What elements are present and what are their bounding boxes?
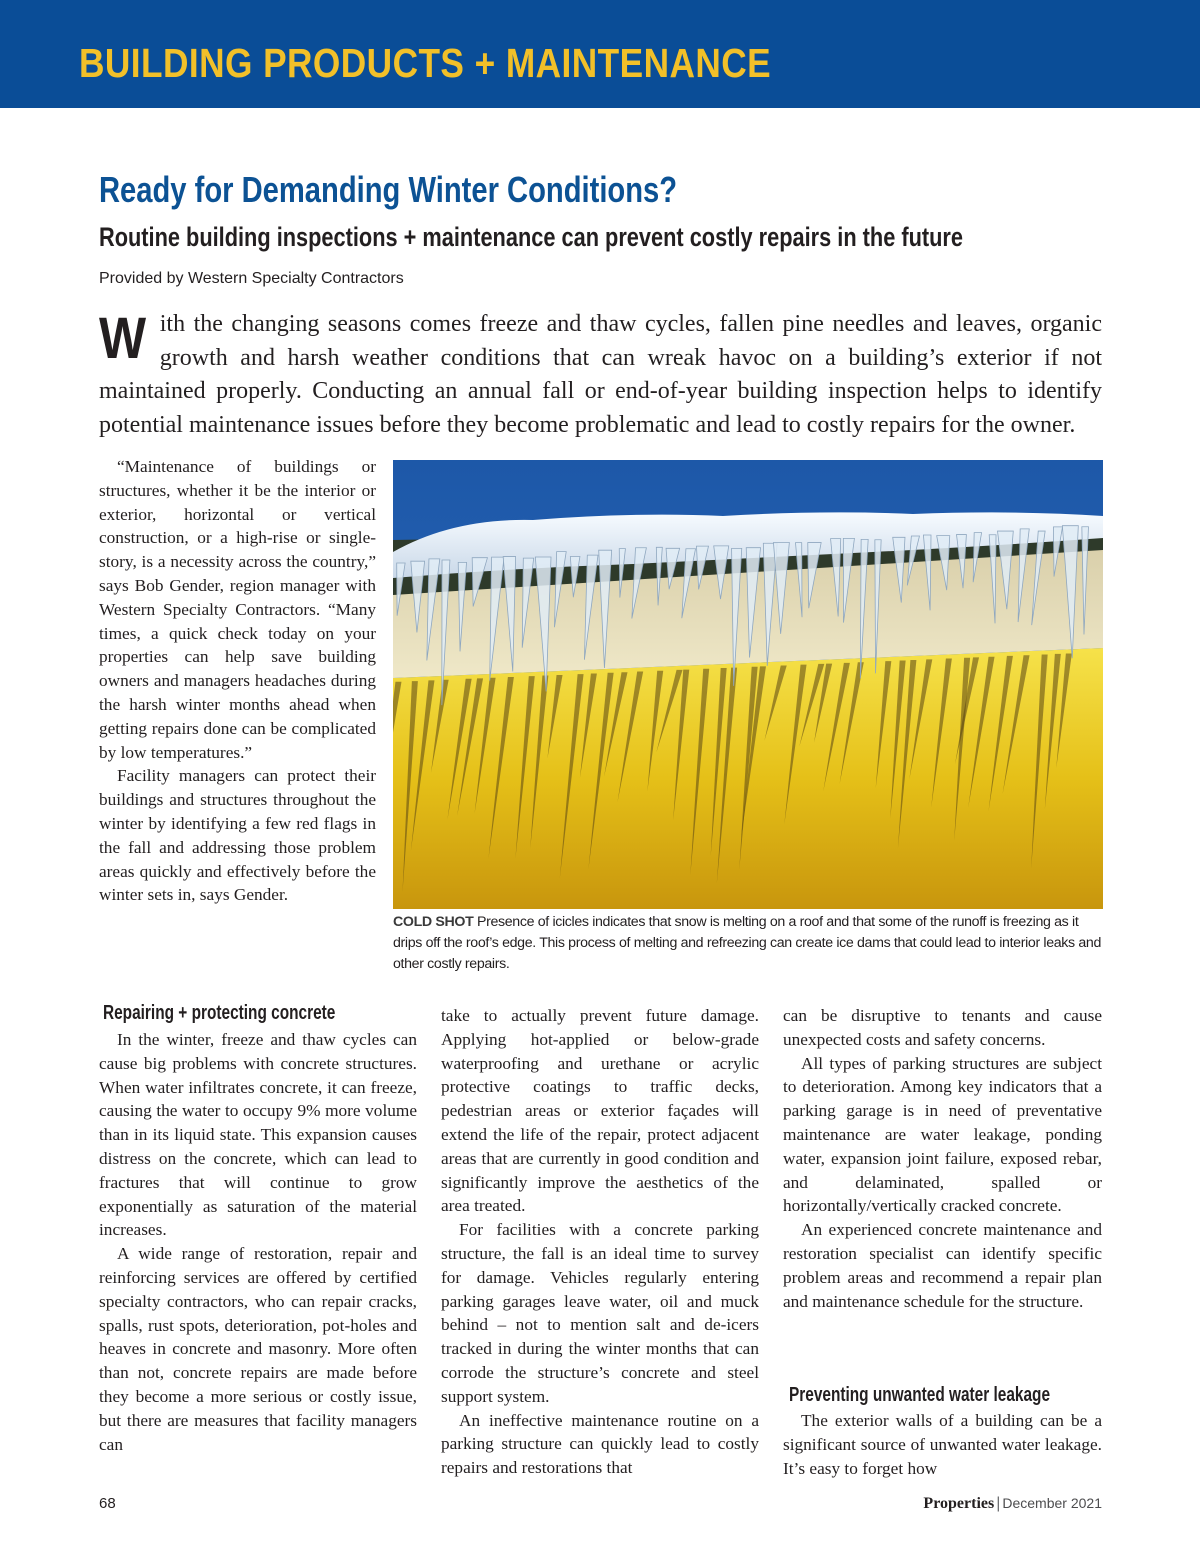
body-column-1	[99, 1028, 417, 1456]
article-subtitle: Routine building inspections + maintenance can prevent costly repairs in the future	[99, 222, 964, 252]
body-paragraph: An ineffective maintenance routine on a parking structure can quickly lead to costly repairs and restorations that	[441, 1410, 759, 1478]
body-paragraph: “Maintenance of buildings or structures, whether it be the interior or exterior, horizontal or vertical construction, or a high-rise or single-story, is a necessity across the country,” says Bob Gender, region manager with Western Specialty Contractors. “Many times, a quick check today on your properties can help save building owners and managers headaches during the harsh winter months ahead when getting repairs done can be complicated by low temperatures.”	[99, 457, 376, 762]
body-paragraph: An experienced concrete maintenance and restoration specialist can identify specific problem areas and recommend a repair plan and maintenance schedule for the structure.	[783, 1220, 1102, 1311]
section-heading-water-leakage: Preventing unwanted water leakage	[789, 1384, 1051, 1406]
caption-text: Presence of icicles indicates that snow is melting on a roof and that some of the runoff is freezing as it drips off the roof’s edge. This process of melting and refreezing can create ice dams that could lead to interior leaks and other costly repairs.	[393, 914, 1101, 972]
body-column-3-continued	[783, 1409, 1102, 1480]
body-paragraph: The exterior walls of a building can be a significant source of unwanted water leakage. It’s easy to forget how	[783, 1411, 1102, 1478]
caption-label: COLD SHOT	[393, 914, 474, 930]
footer-separator: |	[996, 1495, 1001, 1512]
photo-caption	[393, 912, 1107, 975]
body-paragraph: For facilities with a concrete parking structure, the fall is an ideal time to survey for damage. Vehicles regularly entering parking garages leave water, oil and muck behind – not to mention salt and de-icers tracked in during the winter months that can corrode the structure’s concrete and steel support system.	[441, 1220, 759, 1406]
body-column-2	[441, 1004, 759, 1480]
publication-name: Properties	[923, 1495, 995, 1512]
section-banner	[0, 0, 1200, 108]
section-heading-concrete: Repairing + protecting concrete	[103, 1002, 336, 1024]
icicles-illustration	[393, 460, 1103, 909]
footer-publication	[923, 1493, 1102, 1514]
body-paragraph: take to actually prevent future damage. Applying hot-applied or below-grade waterproofing and urethane or acrylic protective coatings to traffic decks, pedestrian areas or exterior façades will extend the life of the repair, protect adjacent areas that are currently in good condition and significantly improve the aesthetics of the area treated.	[441, 1006, 759, 1216]
body-paragraph: All types of parking structures are subject to deterioration. Among key indicators that a parking garage is in need of preventative maintenance are water leakage, ponding water, expansion joint failure, exposed rebar, and delaminated, spalled or horizontally/vertically cracked concrete.	[783, 1053, 1102, 1216]
icicles-photo	[393, 460, 1103, 909]
page-number: 68	[99, 1495, 116, 1512]
intro-text: ith the changing seasons comes freeze and thaw cycles, fallen pine needles and leaves, organic growth and harsh weather conditions that can wreak havoc on a building’s exterior if not maintained properly. Conducting an annual fall or end-of-year building inspection helps to identify potential maintenance issues before they become problematic and lead to costly repairs for the owner.	[99, 311, 1102, 438]
body-paragraph: A wide range of restoration, repair and reinforcing services are offered by certified specialty contractors, who can repair cracks, spalls, rust spots, deterioration, pot-holes and heaves in concrete and masonry. More often than not, concrete repairs are made before they become a more serious or costly issue, but there are measures that facility managers can	[99, 1244, 417, 1454]
body-paragraph: In the winter, freeze and thaw cycles can cause big problems with concrete structures. When water infiltrates concrete, it can freeze, causing the water to occupy 9% more volume than in its liquid state. This expansion causes distress on the concrete, which can lead to fractures that will continue to grow exponentially as saturation of the material increases.	[99, 1030, 417, 1240]
body-paragraph: Facility managers can protect their buildings and structures throughout the winter by identifying a few red flags in the fall and addressing those problem areas quickly and effectively before the winter sets in, says Gender.	[99, 766, 376, 905]
issue-date: December 2021	[1002, 1495, 1102, 1511]
drop-cap: W	[99, 306, 147, 371]
section-title: BUILDING PRODUCTS + MAINTENANCE	[79, 40, 772, 86]
intro-column	[99, 455, 376, 907]
intro-paragraph	[99, 308, 1102, 442]
article-byline: Provided by Western Specialty Contractors	[99, 270, 404, 287]
body-column-3	[783, 1004, 1102, 1313]
article-title: Ready for Demanding Winter Conditions?	[99, 169, 678, 210]
body-paragraph: can be disruptive to tenants and cause unexpected costs and safety concerns.	[783, 1006, 1102, 1049]
